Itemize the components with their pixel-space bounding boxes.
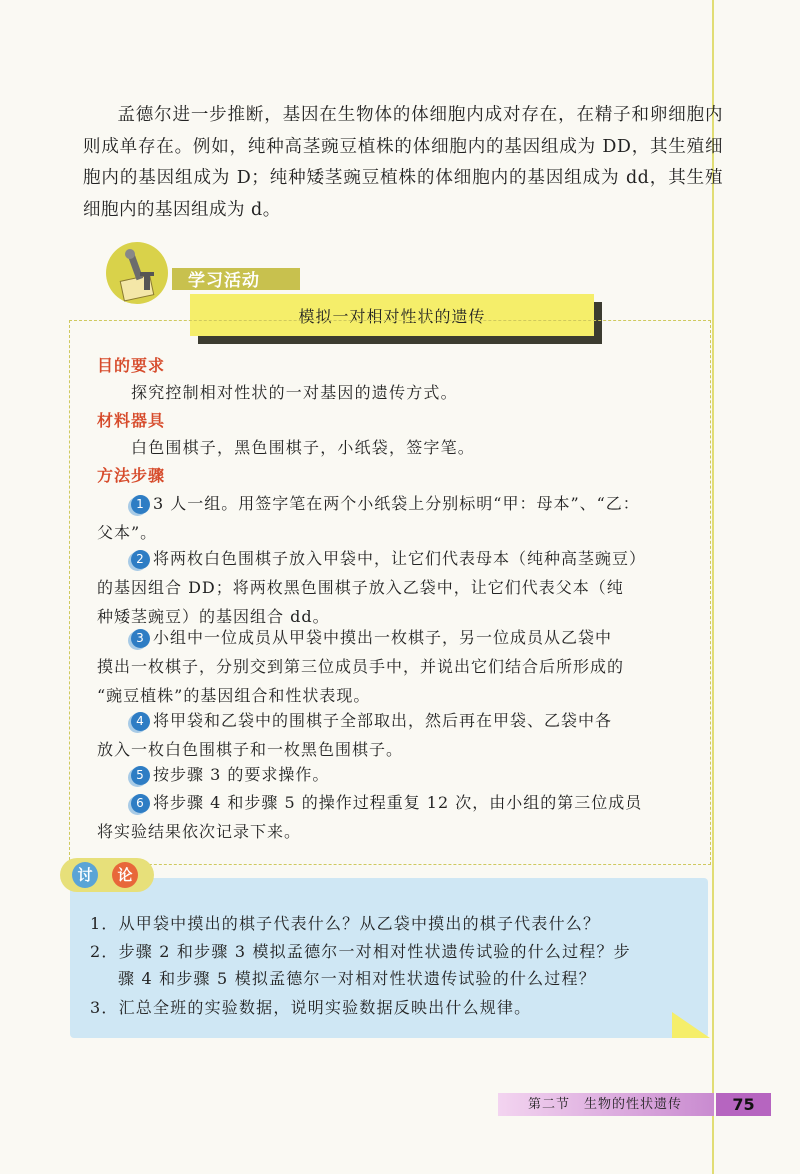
intro-line: 孟德尔进一步推断，基因在生物体的体细胞内成对存在，在精子和卵细 [117, 105, 687, 125]
step-line: 3 人一组。用签字笔在两个小纸袋上分别标明“甲：母本”、“乙： [153, 494, 640, 513]
intro-paragraph [83, 100, 723, 226]
footer-section-title: 第二节 生物的性状遗传 [528, 1097, 683, 1112]
materials-heading: 材料器具 [97, 411, 166, 430]
step-5 [97, 760, 697, 789]
step-line: 摸出一枚棋子，分别交到第三位成员手中，并说出它们结合后所形成的 [97, 657, 625, 676]
step-line: 小组中一位成员从甲袋中摸出一枚棋子，另一位成员从乙袋中 [153, 628, 613, 647]
step-line: 放入一枚白色围棋子和一枚黑色围棋子。 [97, 740, 404, 759]
step-number-badge: 6 [131, 794, 150, 813]
purpose-text: 探究控制相对性状的一对基因的遗传方式。 [131, 383, 458, 402]
step-line: 将两枚白色围棋子放入甲袋中，让它们代表母本（纯种高茎豌豆） [153, 549, 647, 568]
step-3 [97, 623, 697, 710]
materials-text: 白色围棋子，黑色围棋子，小纸袋，签字笔。 [131, 438, 476, 457]
step-6 [97, 788, 697, 846]
page-number: 75 [716, 1093, 771, 1116]
step-line: 父本”。 [97, 523, 158, 542]
step-line: 按步骤 3 的要求操作。 [153, 765, 330, 784]
method-heading: 方法步骤 [97, 466, 166, 485]
step-line: 种矮茎豌豆）的基因组合 dd。 [97, 607, 330, 626]
question-line: 骤 4 和步骤 5 模拟孟德尔一对相对性状遗传试验的什么过程？ [118, 969, 596, 988]
step-line: “豌豆植株”的基因组合和性状表现。 [97, 686, 371, 705]
step-4 [97, 706, 697, 764]
question-line: 1．从甲袋中摸出的棋子代表什么？从乙袋中摸出的棋子代表什么？ [90, 914, 601, 933]
step-line: 将实验结果依次记录下来。 [97, 822, 302, 841]
question-line: 3．汇总全班的实验数据，说明实验数据反映出什么规律。 [90, 998, 532, 1017]
step-line: 将步骤 4 和步骤 5 的操作过程重复 12 次，由小组的第三位成员 [153, 793, 643, 812]
step-number-badge: 4 [131, 712, 150, 731]
discussion-question-3 [90, 994, 690, 1021]
intro-line: 胞内则成单存在。例如，纯种高茎豌豆植株的体细胞内的基因组成为 DD，其 [83, 105, 724, 157]
step-2 [97, 544, 697, 631]
discussion-question-2 [90, 938, 690, 992]
step-1 [97, 489, 697, 547]
microscope-icon [106, 242, 168, 304]
activity-title: 模拟一对相对性状的遗传 [190, 294, 594, 336]
step-number-badge: 3 [131, 629, 150, 648]
step-number-badge: 5 [131, 766, 150, 785]
step-number-badge: 2 [131, 550, 150, 569]
intro-line: 生殖细胞内的基因组成为 D；纯种矮茎豌豆植株的体细胞内的基因组成为 dd， [83, 136, 723, 188]
activity-label: 学习活动 [188, 271, 260, 291]
discussion-label-char: 论 [112, 862, 138, 888]
discussion-label-char: 讨 [72, 862, 98, 888]
purpose-heading: 目的要求 [97, 356, 166, 375]
step-line: 的基因组合 DD；将两枚黑色围棋子放入乙袋中，让它们代表父本（纯 [97, 578, 624, 597]
step-number-badge: 1 [131, 495, 150, 514]
question-line: 2．步骤 2 和步骤 3 模拟孟德尔一对相对性状遗传试验的什么过程？步 [90, 942, 631, 961]
intro-line: 其生殖细胞内的基因组成为 d。 [83, 168, 724, 220]
step-line: 将甲袋和乙袋中的围棋子全部取出，然后再在甲袋、乙袋中各 [153, 711, 613, 730]
discussion-question-1 [90, 910, 690, 937]
